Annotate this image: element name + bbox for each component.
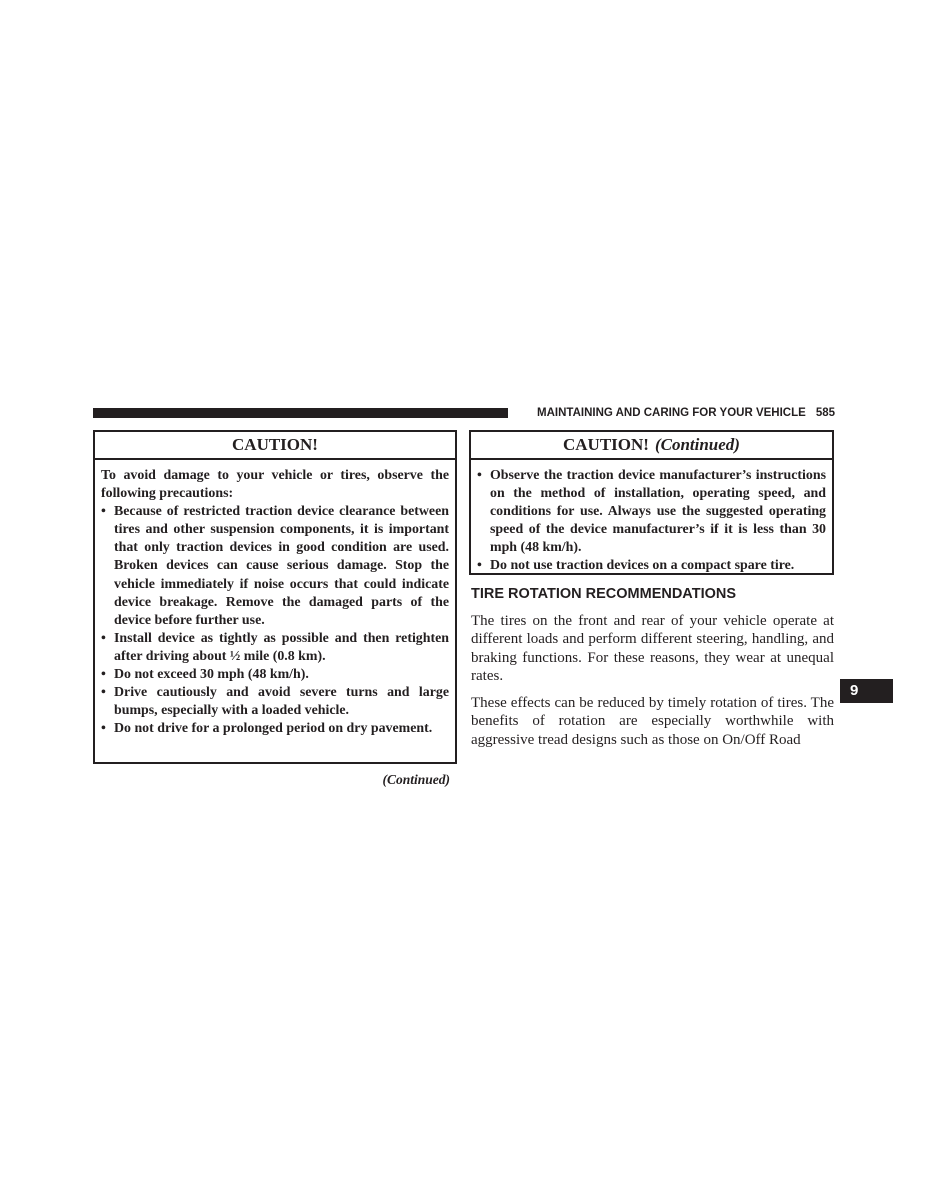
caution-item: • Drive cautiously and avoid severe turns and large bumps, especially with a loaded vehicle. (101, 684, 449, 720)
caution-item: • Do not exceed 30 mph (48 km/h). (101, 666, 449, 684)
caution-body (95, 460, 455, 744)
caution-title-text: CAUTION! (563, 435, 649, 454)
header-section-title: MAINTAINING AND CARING FOR YOUR VEHICLE (537, 407, 806, 419)
caution-item: • Because of restricted traction device clearance between tires and other suspension components, it is important that only traction devices in good condition are used. Broken devices can cause serious damage. Stop the vehicle immediately if noise occurs that could indicate device breakage. Remove the damaged parts of the device before further use. (101, 503, 449, 630)
section-heading: TIRE ROTATION RECOMMENDATIONS (471, 586, 737, 602)
body-paragraph: These effects can be reduced by timely rotation of tires. The benefits of rotation are especially worthwhile with aggressive tread designs such as those on On/Off Road (471, 695, 834, 748)
caution-item: • Install device as tightly as possible and then retighten after driving about ½ mile (0.8 km). (101, 630, 449, 666)
caution-item: • Do not drive for a prolonged period on dry pavement. (101, 720, 449, 738)
caution-intro: To avoid damage to your vehicle or tires, observe the following precautions: (101, 468, 449, 502)
caution-item: • Do not use traction devices on a compact spare tire. (477, 557, 826, 575)
caution-item: • Observe the traction device manufacturer’s instructions on the method of installation, operating speed, and conditions for use. Always use the suggested operating speed of the device manufacturer’s if it is less than 30 mph (48 km/h). (477, 467, 826, 557)
caution-box-right (469, 430, 834, 575)
caution-box-left (93, 430, 457, 764)
continued-note: (Continued) (382, 772, 450, 787)
page-number: 585 (815, 407, 835, 419)
caution-title: CAUTION! (95, 432, 455, 460)
caution-title-continued (471, 432, 832, 460)
caution-list (477, 467, 826, 576)
caution-title-suffix: (Continued) (654, 435, 740, 454)
caution-body (471, 460, 832, 582)
body-paragraph: The tires on the front and rear of your vehicle operate at different loads and perform different steering, handling, and braking functions. For these reasons, they wear at unequal rates. (471, 613, 834, 684)
running-header (512, 404, 835, 422)
caution-list (101, 503, 449, 738)
chapter-tab: 9 (840, 679, 893, 703)
header-rule (93, 408, 508, 418)
